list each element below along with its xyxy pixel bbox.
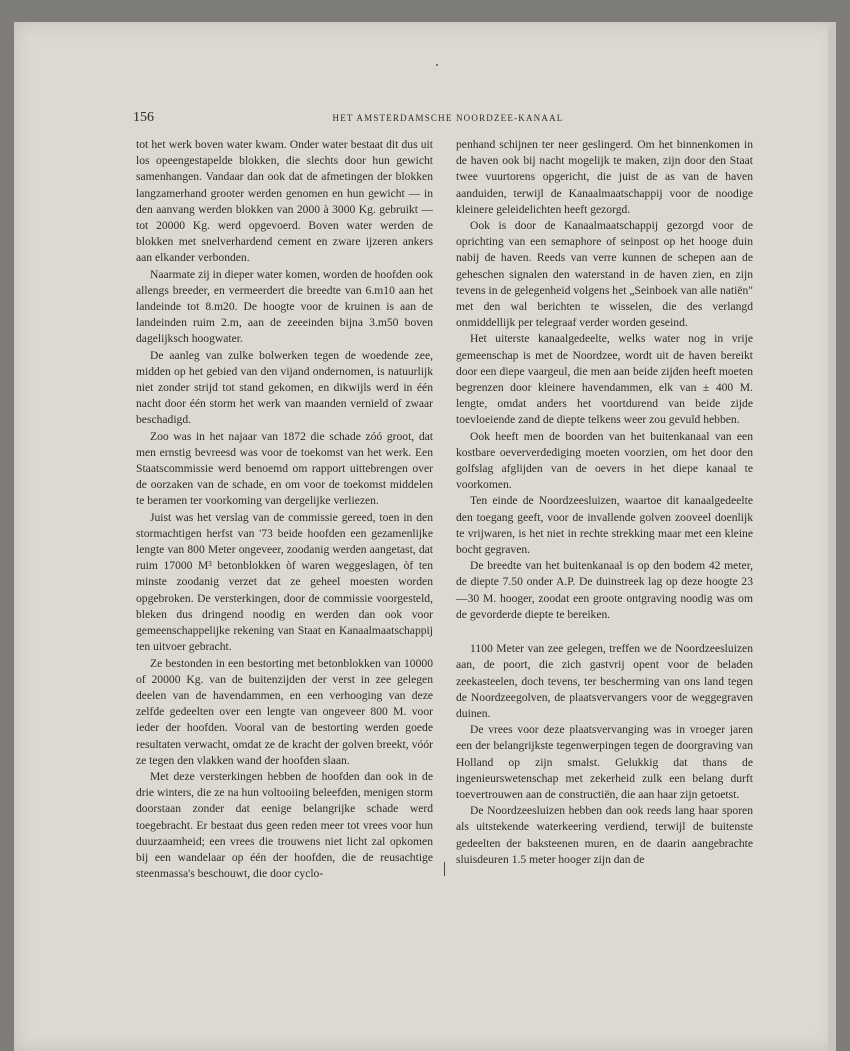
left-column bbox=[136, 137, 433, 882]
paragraph: Zoo was in het najaar van 1872 die schade zóó groot, dat men ernstig bevreesd was voor de toekomst van het werk. Een Staatscommissie werd benoemd om rapport uittebrengen over de oorzaken van de schade, en om voor de toekomst middelen te beramen ter voorkoming van dergelijke verliezen. bbox=[136, 429, 433, 508]
paragraph: penhand schijnen ter neer geslingerd. Om het binnenkomen in de haven ook bij nacht mogelijk te maken, zijn door den Staat twee vuurtorens opgericht, die juist de as van de haven aanduiden, terwijl de Kanaalmaatschappij voor de noodige kleinere geleidelichten heeft gezorgd. bbox=[456, 138, 753, 216]
paragraph: Ook is door de Kanaalmaatschappij gezorgd voor de oprichting van een semaphore of seinpost op het hooge duin nabij de haven. Reeds van verre kunnen de schepen aan de geheschen signalen den waterstand in de haven zien, en zijn tevens in de gelegenheid volgens het „Seinboek van alle natiën" met den wal berichten te wisselen, die des verlangd onmiddellijk per telegraaf verder worden geseind. bbox=[456, 219, 753, 330]
paragraph: De vrees voor deze plaatsvervanging was in vroeger jaren een der belangrijkste tegenwerpingen tegen de doorgraving van Holland op zijn smalst. Gelukkig dat thans de ingenieurswetenschap met zekerheid zulk een belang durft toevertrouwen aan de constructiën, die aan haar zijn getoetst. bbox=[456, 723, 753, 801]
paragraph: Ze bestonden in een bestorting met betonblokken van 10000 of 20000 Kg. van de buitenzijden der verst in zee gelegen deelen van de havendammen, en een verhooging van deze zelfde gedeelten over een lengte van ongeveer 800 M. voor ieder der hoofden. Vooral van de bestorting werden goede resultaten verwacht, omdat ze de kracht der golven breekt, vóór ze tegen den vlakken wand der hoofden slaan. bbox=[136, 656, 433, 767]
running-title: HET AMSTERDAMSCHE NOORDZEE-KANAAL bbox=[332, 113, 564, 123]
paragraph: Ten einde de Noordzeesluizen, waartoe dit kanaalgedeelte den toegang geeft, voor de invallende golven zooveel doenlijk te vrijwaren, is het niet in rechte strekking maar met een kleine bocht gegraven. bbox=[456, 494, 753, 557]
paragraph: Ook heeft men de boorden van het buitenkanaal van een kostbare oeververdediging moeten voorzien, om het door den golfslag afglijden van de oevers in het diepe kanaal te voorkomen. bbox=[456, 429, 753, 492]
page-header bbox=[133, 110, 763, 126]
paragraph: Het uiterste kanaalgedeelte, welks water nog in vrije gemeenschap is met de Noordzee, wordt uit de haven bereikt door een diepe vaargeul, die men aan beide zijden heeft moeten begrenzen door kleinere havendammen, elk van ± 400 M. lengte, omdat anders het voortdurend van beide zijde toevloeiende zand de diepte telkens weer zou gevuld hebben. bbox=[456, 332, 753, 427]
column-rule bbox=[444, 862, 445, 876]
paragraph: Juist was het verslag van de commissie gereed, toen in den stormachtigen herfst van '73 beide hoofden een gezamenlijke lengte van 800 Meter ongeveer, zoodanig werden aangetast, dat ruim 17000 M³ betonblokken òf waren weggeslagen, òf ten minste zoodanig verzet dat ze geheel moesten worden opgebroken. De versterkingen, door de commissie voorgesteld, bleken dus dringend noodig en werden dan ook voor gemeenschappelijke rekening van Staat en Kanaalmaatschappij ten uitvoer gebracht. bbox=[136, 510, 433, 654]
paper-speck bbox=[436, 64, 438, 66]
paragraph: De aanleg van zulke bolwerken tegen de woedende zee, midden op het gebied van den vijand ondernomen, is natuurlijk niet zonder strijd tot stand gekomen, en dikwijls werd in één nacht door één storm het werk van maanden vernield of zwaar beschadigd. bbox=[136, 348, 433, 427]
page-edge bbox=[828, 26, 836, 1051]
paragraph: 1100 Meter van zee gelegen, treffen we de Noordzeesluizen aan, de poort, die zich gastvrij opent voor de beladen zeekasteelen, doch tevens, ter bescherming van ons land tegen de Noordzeegolven, de plaatsvervangers voor de weggegraven duinen. bbox=[456, 642, 753, 720]
paragraph: Met deze versterkingen hebben de hoofden dan ook in de drie winters, die ze na hun voltooiing beleefden, menigen storm doorstaan zonder dat eenige belangrijke schade werd toegebracht. Er bestaat dus geen reden meer tot vrees voor hun duurzaamheid; een vrees die trouwens niet licht zal opkomen bij een wandelaar op één der hoofden, die de reusachtige steenmassa's beschouwt, die door cyclo- bbox=[136, 769, 433, 881]
paragraph: Naarmate zij in dieper water komen, worden de hoofden ook allengs breeder, en vermeerdert die breedte van 6.m10 aan het landeinde tot 8.m20. De hoogte voor de kruinen is aan de landeinden ruim 2.m, aan de zeeeinden bijna 3.m50 boven dagelijksch hoogwater. bbox=[136, 267, 433, 346]
right-column bbox=[456, 137, 753, 868]
page-number: 156 bbox=[133, 110, 154, 125]
paragraph: De Noordzeesluizen hebben dan ook reeds lang haar sporen als uitstekende waterkeering verdiend, terwijl de buitenste gedeelten der baksteenen muren, en de daarin aangebrachte sluisdeuren 1.5 meter hooger zijn dan de bbox=[456, 804, 753, 866]
paragraph: De breedte van het buitenkanaal is op den bodem 42 meter, de diepte 7.50 onder A.P. De duinstreek lag op deze hoogte 23—30 M. hooger, zoodat een groote ontgraving noodig was om de gevorderde diepte te bereiken. bbox=[456, 559, 753, 621]
paragraph: tot het werk boven water kwam. Onder water bestaat dit dus uit los opeengestapelde blokken, die slechts door hun gewicht samenhangen. Vandaar dan ook dat de afmetingen der blokken langzamerhand grooter werden genomen en hun gewicht — in den aanvang werden blokken van 2000 à 3000 Kg. gebruikt — tot 20000 Kg. werd opgevoerd. Boven water werden de blokken met snelverhardend cement en zware ijzeren ankers aan elkander verbonden. bbox=[136, 138, 433, 265]
